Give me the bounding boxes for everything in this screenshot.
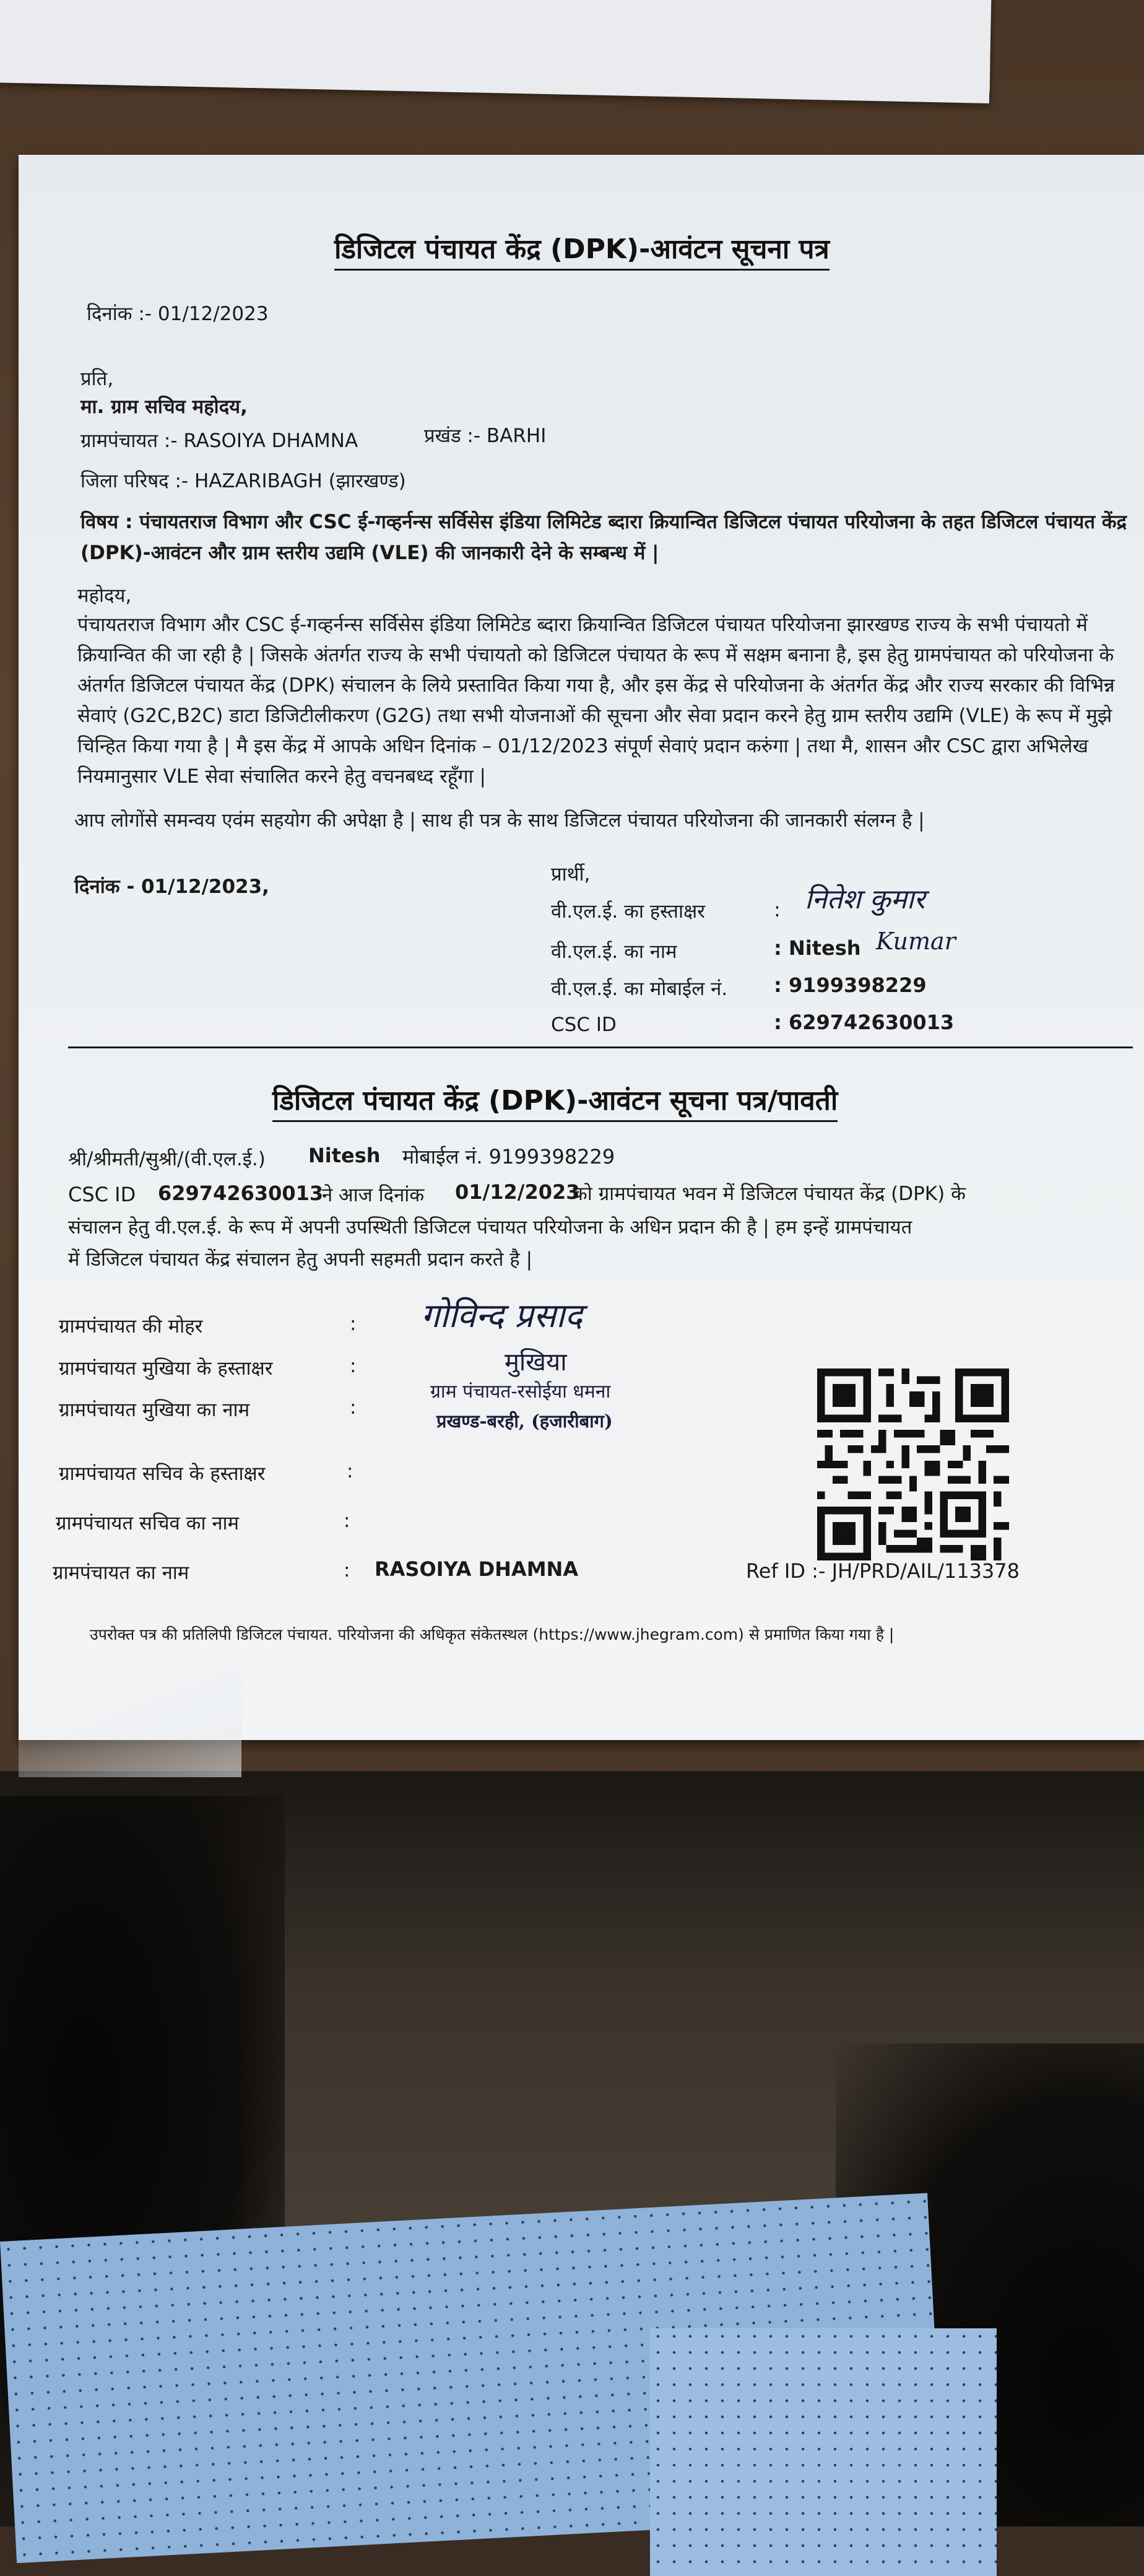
field-label-sachiv-sign: ग्रामपंचायत सचिव के हस्ताक्षर	[59, 1463, 266, 1485]
vle-mobile-value: : 9199398229	[774, 973, 927, 997]
gram-panchayat-line: ग्रामपंचायत :- RASOIYA DHAMNA	[80, 430, 358, 452]
field-label-panchayat-name: ग्रामपंचायत का नाम	[53, 1562, 189, 1584]
salutation: महोदय,	[77, 585, 132, 607]
body-paragraph: पंचायतराज विभाग और CSC ई-गव्हर्नन्स सर्विसेस इंडिया लिमिटेड ब्दारा क्रियान्वित डिजिटल पंचायत परियोजना झारखण्ड राज्य के सभी पंचायतो में क्रियान्वित की जा रही है | जिसके अंतर्गत राज्य के सभी पंचायतो को डिजिटल पंचायत के रूप में सक्षम बनाना है, इस हेतु ग्रामपंचायत को परियोजना के अंतर्गत डिजिटल पंचायत केंद्र (DPK) संचालन के लिये प्रस्तावित किया गया है, और इस केंद्र से परियोजना के अंतर्गत केंद्र और राज्य सरकार की विभिन्न सेवाएं (G2C,B2C) डाटा डिजिटीलीकरण (G2G) तथा सभी योजनाओं की सूचना और सेवा प्रदान करने हेतु ग्राम स्तरीय उद्यमि (VLE) के रूप में मुझे चिन्हित किया गया है | मै इस केंद्र में आपके अधिन दिनांक – 01/12/2023 संपूर्ण सेवाएं प्रदान करुंगा | तथा मै, शासन और CSC द्वारा अभिलेख नियमानुसार VLE सेवा संचालित करने हेतु वचनबध्द रहूँगा |	[77, 614, 1115, 788]
footer-note: उपरोक्त पत्र की प्रतिलिपी डिजिटल पंचायत. परियोजना की अधिकृत संकेतस्थल (https://www.jhegram.com) से प्रमाणित किया गया है |	[90, 1625, 895, 1643]
stamp-panchayat: ग्राम पंचायत-रसोईया धमना	[430, 1381, 611, 1403]
field-colon: :	[350, 1355, 357, 1377]
allotment-letter-document	[19, 155, 1144, 1740]
vle-mobile-label: वी.एल.ई. का मोबाईल नं.	[551, 978, 728, 1000]
qr-code	[817, 1368, 1009, 1560]
applicant-date: दिनांक - 01/12/2023,	[74, 876, 269, 898]
cooperation-line: आप लोगोंसे समन्वय एवंम सहयोग की अपेक्षा है | साथ ही पत्र के साथ डिजिटल पंचायत परियोजना की जानकारी संलग्न है |	[74, 809, 925, 832]
receipt-title: डिजिटल पंचायत केंद्र (DPK)-आवंटन सूचना पत्र/पावती	[272, 1081, 838, 1122]
section-divider	[68, 1046, 1133, 1048]
prarthi-label: प्रार्थी,	[551, 863, 591, 886]
receipt-csc-id: 629742630013	[158, 1181, 324, 1205]
vle-name-label: वी.एल.ई. का नाम	[551, 941, 677, 963]
receipt-mobile: मोबाईल नं. 9199398229	[402, 1145, 615, 1168]
receipt-csc-text1: ने आज दिनांक	[322, 1184, 425, 1206]
field-label-mohar: ग्रामपंचायत की मोहर	[59, 1315, 203, 1338]
receipt-line-prefix: श्री/श्रीमती/सुश्री/(वी.एल.ई.)	[68, 1148, 266, 1170]
prati-label: प्रति,	[80, 368, 114, 390]
reference-id: Ref ID :- JH/PRD/AIL/113378	[746, 1559, 1020, 1583]
stamp-prakhand: प्रखण्ड-बरही, (हजारीबाग)	[436, 1411, 613, 1432]
letter-date: दिनांक :- 01/12/2023	[87, 303, 269, 325]
document-title: डिजिटल पंचायत केंद्र (DPK)-आवंटन सूचना पत्र	[334, 229, 830, 271]
field-label-mukhiya-name: ग्रामपंचायत मुखिया का नाम	[59, 1399, 250, 1421]
mukhiya-signature: गोविन्द प्रसाद	[421, 1296, 583, 1335]
receipt-line3: संचालन हेतु वी.एल.ई. के रूप में अपनी उपस्थिती डिजिटल पंचायत परियोजना के अधिन प्रदान की है | हम इन्हें ग्रामपंचायत	[68, 1216, 912, 1238]
field-colon: :	[350, 1313, 357, 1335]
vle-name-value: : Nitesh	[774, 936, 861, 960]
csc-id-label: CSC ID	[551, 1014, 617, 1036]
receipt-vle-name: Nitesh	[308, 1144, 381, 1167]
vle-sign-label: वी.एल.ई. का हस्ताक्षर	[551, 900, 705, 923]
paper-fold-highlight	[19, 1666, 241, 1777]
recipient-line: मा. ग्राम सचिव महोदय,	[80, 396, 248, 418]
field-label-sachiv-name: ग्रामपंचायत सचिव का नाम	[56, 1512, 240, 1534]
panchayat-name-value: RASOIYA DHAMNA	[375, 1557, 579, 1581]
field-label-mukhiya-sign: ग्रामपंचायत मुखिया के हस्ताक्षर	[59, 1357, 273, 1380]
blue-dotted-cloth-2	[650, 2328, 997, 2576]
receipt-line4: में डिजिटल पंचायत केंद्र संचालन हेतु अपनी सहमती प्रदान करते है |	[68, 1248, 533, 1271]
receipt-csc-prefix: CSC ID	[68, 1183, 136, 1206]
vle-name-handwritten: Kumar	[876, 928, 956, 955]
zila-line: जिला परिषद :- HAZARIBAGH (झारखण्ड)	[80, 470, 406, 492]
field-colon: :	[350, 1396, 357, 1419]
stamp-mukhiya: मुखिया	[505, 1348, 567, 1377]
vle-signature: नितेश कुमार	[805, 884, 925, 915]
vle-sign-colon: :	[774, 898, 781, 921]
receipt-date: 01/12/2023	[455, 1180, 580, 1204]
field-colon: :	[347, 1460, 353, 1482]
receipt-csc-text2: को ग्रामपंचायत भवन में डिजिटल पंचायत केंद्र (DPK) के	[573, 1183, 966, 1205]
prakhand-line: प्रखंड :- BARHI	[424, 425, 547, 447]
field-colon: :	[344, 1510, 350, 1532]
csc-id-value: : 629742630013	[774, 1011, 955, 1034]
field-colon: :	[344, 1559, 350, 1582]
subject-paragraph: विषय : पंचायतराज विभाग और CSC ई-गव्हर्नन्स सर्विसेस इंडिया लिमिटेड ब्दारा क्रियान्वित डिजिटल पंचायत परियोजना के तहत डिजिटल पंचायत केंद्र (DPK)-आवंटन और ग्राम स्तरीय उद्यमि (VLE) की जानकारी देने के सम्बन्ध में |	[80, 511, 1127, 564]
